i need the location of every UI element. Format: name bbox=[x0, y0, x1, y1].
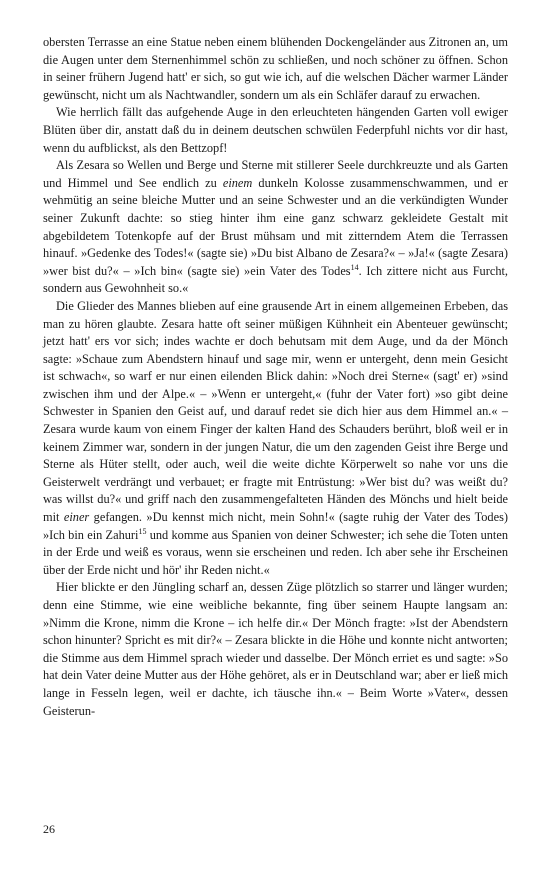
paragraph-2 bbox=[43, 104, 508, 157]
paragraph-3-text-a: Als Zesara so Wellen und Berge und Sterne mit stillerer Seele durchkreuzte und als Garten und Himmel und See endlich zu bbox=[43, 158, 508, 190]
paragraph-5-text: Hier blickte er den Jüngling scharf an, dessen Züge plötzlich so starrer und länger wurden; denn eine Stimme, wie eine weibliche bekannte, fing über seinem Haupte langsam an: »Nimm die Krone, nimm die Krone – ich helfe dir.« Der Mönch fragte: »Ist der Abendstern schon hinunter? Spricht es mit dir?« – Zesara blickte in die Höhe und konnte nicht antworten; die Stimme aus dem Himmel sprach wieder und dasselbe. Der Mönch erriet es und sagte: »So hat dein Vater deine Mutter aus der Höhe gehöret, als er in Deutschland war; aber er ließ mich lange in Fesseln legen, weil er dachte, ich täusche ihn.« – Beim Worte »Vater«, dessen Geisterun- bbox=[43, 580, 508, 718]
paragraph-1 bbox=[43, 34, 508, 104]
book-page-text bbox=[43, 34, 508, 720]
paragraph-4-text-b: gefangen. »Du kennst mich nicht, mein Sohn!« (sagte ruhig der Vater des Todes) »Ich bin ein Zahuri bbox=[43, 510, 508, 542]
paragraph-3 bbox=[43, 157, 508, 298]
paragraph-3-text-c: . Ich zittere nicht aus Furcht, sondern aus Gewohnheit so.« bbox=[43, 263, 509, 296]
footnote-ref-14[interactable]: 14 bbox=[350, 262, 359, 272]
paragraph-4 bbox=[43, 298, 508, 580]
paragraph-1-text: obersten Terrasse an eine Statue neben einem blühenden Dockengeländer aus Zitronen an, um die Augen unter dem Sternenhimmel schön zu schließen, und noch schöner zu öffnen. Schon in seiner frühern Jugend hatt' er sich, so gut wie ich, auf die welschen Dächer warmer Länder gewünscht, nicht um als Nachtwandler, sondern um als ein Schläfer darauf zu erwachen. bbox=[43, 35, 508, 102]
page-number: 26 bbox=[43, 822, 55, 836]
footnote-ref-15[interactable]: 15 bbox=[138, 526, 147, 536]
emphasis-einem: einem bbox=[222, 175, 253, 190]
paragraph-4-text-a: Die Glieder des Mannes blieben auf eine grausende Art in einem allgemeinen Erbeben, das man zu hören glaubte. Zesara hatte oft seiner müßigen Kühnheit ein Abenteuer gewünscht; jetzt hatt' ers vor sich; indes wachte er doch behutsam mit dem Auge, und da der Mönch sagte: »Schaue zum Abendstern hinauf und sage mir, wenn er untergeht, denn mein Gesicht ist schwach«, so warf er nur einen eilenden Blick dahin: »Noch drei Sterne« (sagt' er) »sind zwischen ihm und der Alpe.« – »Wenn er untergeht,« (fuhr der Vater fort) »so gibt deine Schwester in Spanien den Geist auf, und darauf redet sie dich hier aus dem Himmel an.« – Zesara wurde kaum von einem Finger der kalten Hand des Schauders berührt, bloß weil er in keinem Zimmer war, sondern in der jungen Natur, die um den zagenden Geist ihre Berge und Sterne als Hüter stellt, oder auch, weil die weite dichte Körperwelt so nahe vor uns die Geisterwelt verdrängt und verbauet; er fragte mit Entrüstung: »Wer bist du? was weißt du? was willst du?« und griff nach den zusammengefalteten Händen des Mönchs und hielt beide mit bbox=[43, 298, 508, 525]
emphasis-einer: einer bbox=[63, 510, 90, 525]
paragraph-2-text: Wie herrlich fällt das aufgehende Auge in den erleuchteten hängenden Garten voll ewiger Blüten über dir, anstatt daß du in deinem deutschen schwülen Federpfuhl nichts vor dir hast, wenn du aufblickst, als den Bettzopf! bbox=[43, 105, 508, 155]
paragraph-4-text-c: und komme aus Spanien von deiner Schwester; ich sehe die Toten unten in der Erde und weiß es voraus, wenn sie erscheinen und reden. Ich aber sehe ihr Erscheinen über der Erde nicht und hör' ihr Reden nicht.« bbox=[43, 527, 508, 577]
paragraph-5 bbox=[43, 579, 508, 720]
paragraph-3-text-b: dunkeln Kolosse zusammenschwammen, und er wehmütig an seine bleiche Mutter und an seine Schwester und an die verkündigten Wunder seiner Zukunft dachte: so stieg hinter ihm eine ganz schwarz gekleidete Gestalt mit abgebildetem Totenkopfe auf der Brust mühsam und mit zitterndem Atem die Terrassen hinauf. »Gedenke des Todes!« (sagte sie) »Du bist Albano de Zesara?« – »Ja!« (sagte Zesara) »wer bist du?« – »Ich bin« (sagte sie) »ein Vater des Todes bbox=[43, 175, 508, 278]
